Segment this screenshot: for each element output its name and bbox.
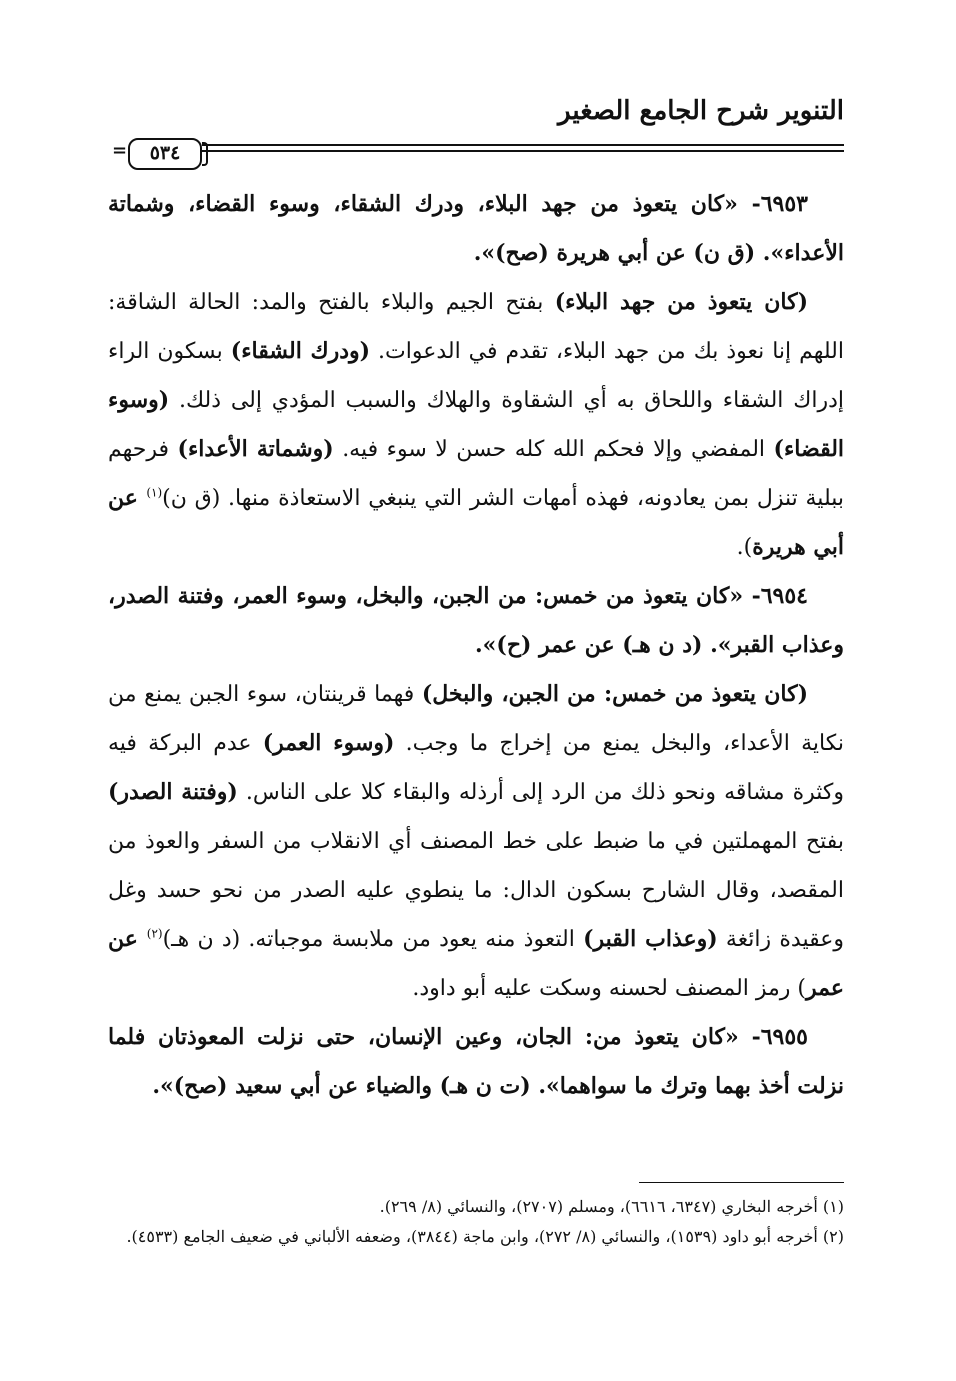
header-rule-line-2 [202, 150, 844, 152]
commentary-text: بفتح الجيم والبلاء بالفتح والمد: الحالة الشاقة: اللهم إنا نعوذ بك من جهد البلاء، تقدم في الدعوات. [108, 290, 844, 364]
footnotes [108, 1192, 844, 1252]
commentary-text: ) رمز المصنف لحسنه وسكت عليه أبو داود. [412, 976, 807, 1001]
commentary-term: (وسوء العمر) [262, 730, 395, 756]
footnote-separator [639, 1182, 844, 1183]
commentary-text: عدم البركة فيه وكثرة مشاقه ونحو ذلك من الرد إلى أرذله والبقاء كلا على الناس. [108, 731, 844, 805]
commentary-6953 [108, 278, 844, 572]
hadith-6954 [108, 572, 844, 670]
main-text [108, 180, 844, 1111]
commentary-term: (كان يتعوذ من خمس: من الجبن، والبخل) [421, 681, 808, 707]
footnote-2: (٢) أخرجه أبو داود (١٥٣٩)، والنسائي (٨/ ٢٧٢)، وابن ماجة (٣٨٤٤)، وضعفه الألباني في ضعيف الجامع (٤٥٣٣). [126, 1227, 844, 1246]
header-rule [112, 138, 844, 168]
commentary-term: (ودرك الشقاء) [230, 338, 371, 364]
commentary-text: فهما قرينتان، سوء الجبن يمنع من نكاية الأعداء، والبخل يمنع من إخراج ما وجب. [108, 682, 844, 756]
header-rule-line-1 [202, 144, 844, 146]
header-mark: = [112, 140, 128, 161]
commentary-text: المفضي وإلا فحكم الله كله حسن لا سوء فيه. [333, 437, 774, 462]
commentary-term: عن عمر [108, 926, 844, 1001]
hadith-text: «كان يتعوذ من: الجان، وعين الإنسان، حتى نزلت المعوذتان فلما نزلت أخذ بهما وترك ما سواهما». (ت ن هـ) والضياء عن أبي سعيد (صح)». [108, 1024, 844, 1099]
commentary-term: (وسوء القضاء) [108, 387, 845, 462]
commentary-6954 [108, 670, 844, 1013]
hadith-number: ٦٩٥٣- [751, 191, 808, 217]
page-number: ٥٣٤ [128, 138, 202, 170]
hadith-6953 [108, 180, 844, 278]
commentary-text: التعوذ منه يعود من ملابسة موجباته. (د ن هـ) [162, 927, 584, 952]
footnote-1: (١) أخرجه البخاري (٦٣٤٧، ٦٦١٦)، ومسلم (٢٧٠٧)، والنسائي (٨/ ٢٦٩). [379, 1197, 844, 1216]
commentary-term: عن أبي هريرة [108, 485, 844, 560]
hadith-6955 [108, 1013, 844, 1111]
hadith-number: ٦٩٥٥- [751, 1024, 808, 1050]
footnote-ref: (٢) [146, 926, 163, 941]
running-title: التنوير شرح الجامع الصغير [558, 96, 844, 126]
commentary-term: (وشماتة الأعداء) [177, 436, 334, 462]
commentary-term: (وعذاب القبر) [583, 926, 718, 952]
hadith-number: ٦٩٥٤- [751, 583, 808, 609]
commentary-term: (كان يتعوذ من جهد البلاء) [554, 289, 808, 315]
commentary-term: (وفتنة الصدر) [108, 779, 238, 805]
hadith-text: «كان يتعوذ من جهد البلاء، ودرك الشقاء، وسوء القضاء، وشماتة الأعداء». (ق ن) عن أبي هريرة (صح)». [108, 191, 844, 266]
commentary-text: بفتح المهملتين في ما ضبط على خط المصنف أي الانقلاب من السفر والعوذ من المقصد، وقال الشارح بسكون الدال: ما ينطوي عليه الصدر من نحو حسد وغل وعقيدة زائغة [108, 829, 844, 952]
commentary-text: ). [736, 535, 753, 560]
hadith-text: «كان يتعوذ من خمس: من الجبن، والبخل، وسوء العمر، وفتنة الصدر، وعذاب القبر». (د ن هـ) عن عمر (ح)». [108, 583, 844, 658]
commentary-text: بسكون الراء إدراك الشقاء واللحاق به أي الشقاوة والهلاك والسبب المؤدي إلى ذلك. [108, 339, 844, 413]
commentary-text: فرحهم ببلية تنزل بمن يعادونه، فهذه أمهات الشر التي ينبغي الاستعاذة منها. (ق ن) [108, 437, 844, 511]
footnote-ref: (١) [146, 485, 163, 500]
